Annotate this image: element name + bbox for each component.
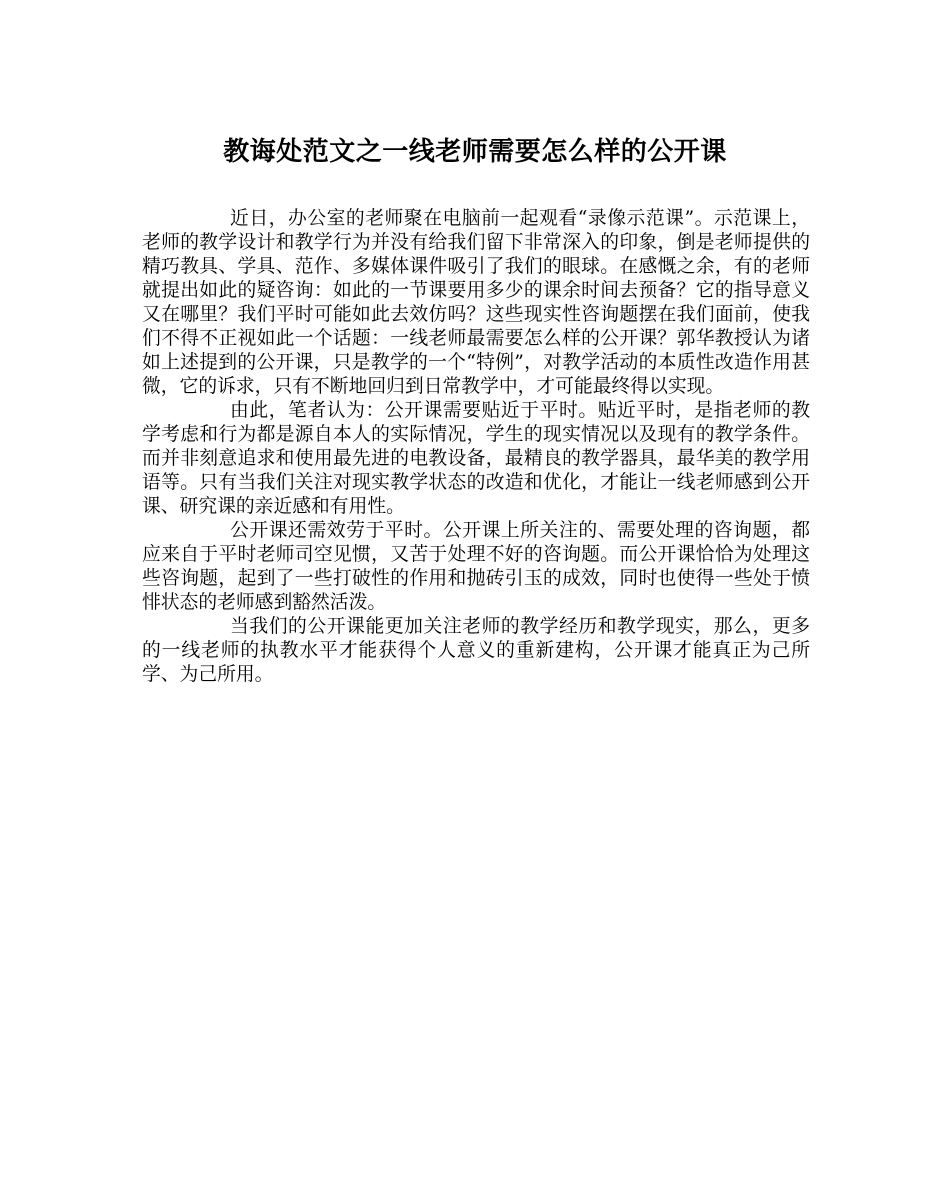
paragraph-2: 由此，笔者认为：公开课需要贴近于平时。贴近平时，是指老师的教学考虑和行为都是源自本人的实际情况，学生的现实情况以及现有的教学条件。而并非刻意追求和使用最先进的电教设备，最精良的教学器具，最华美的教学用语等。只有当我们关注对现实教学状态的改造和优化，才能让一线老师感到公开课、研究课的亲近感和有用性。	[142, 400, 810, 517]
paragraph-3: 公开课还需效劳于平时。公开课上所关注的、需要处理的咨询题，都应来自于平时老师司空见惯，又苦于处理不好的咨询题。而公开课恰恰为处理这些咨询题，起到了一些打破性的作用和抛砖引玉的成效，同时也使得一些处于愤悱状态的老师感到豁然活泼。	[142, 520, 810, 613]
document-body	[142, 207, 810, 687]
paragraph-4: 当我们的公开课能更加关注老师的教学经历和教学现实，那么，更多的一线老师的执教水平才能获得个人意义的重新建构，公开课才能真正为己所学、为己所用。	[142, 616, 810, 685]
document-title: 教诲处范文之一线老师需要怎么样的公开课	[223, 137, 727, 167]
paragraph-1: 近日，办公室的老师聚在电脑前一起观看“录像示范课”。示范课上，老师的教学设计和教学行为并没有给我们留下非常深入的印象，倒是老师提供的精巧教具、学具、范作、多媒体课件吸引了我们的眼球。在感慨之余，有的老师就提出如此的疑咨询：如此的一节课要用多少的课余时间去预备？它的指导意义又在哪里？我们平时可能如此去效仿吗？这些现实性咨询题摆在我们面前，使我们不得不正视如此一个话题：一线老师最需要怎么样的公开课？郭华教授认为诸如上述提到的公开课，只是教学的一个“特例”，对教学活动的本质性改造作用甚微，它的诉求，只有不断地回归到日常教学中，才可能最终得以实现。	[142, 208, 810, 397]
